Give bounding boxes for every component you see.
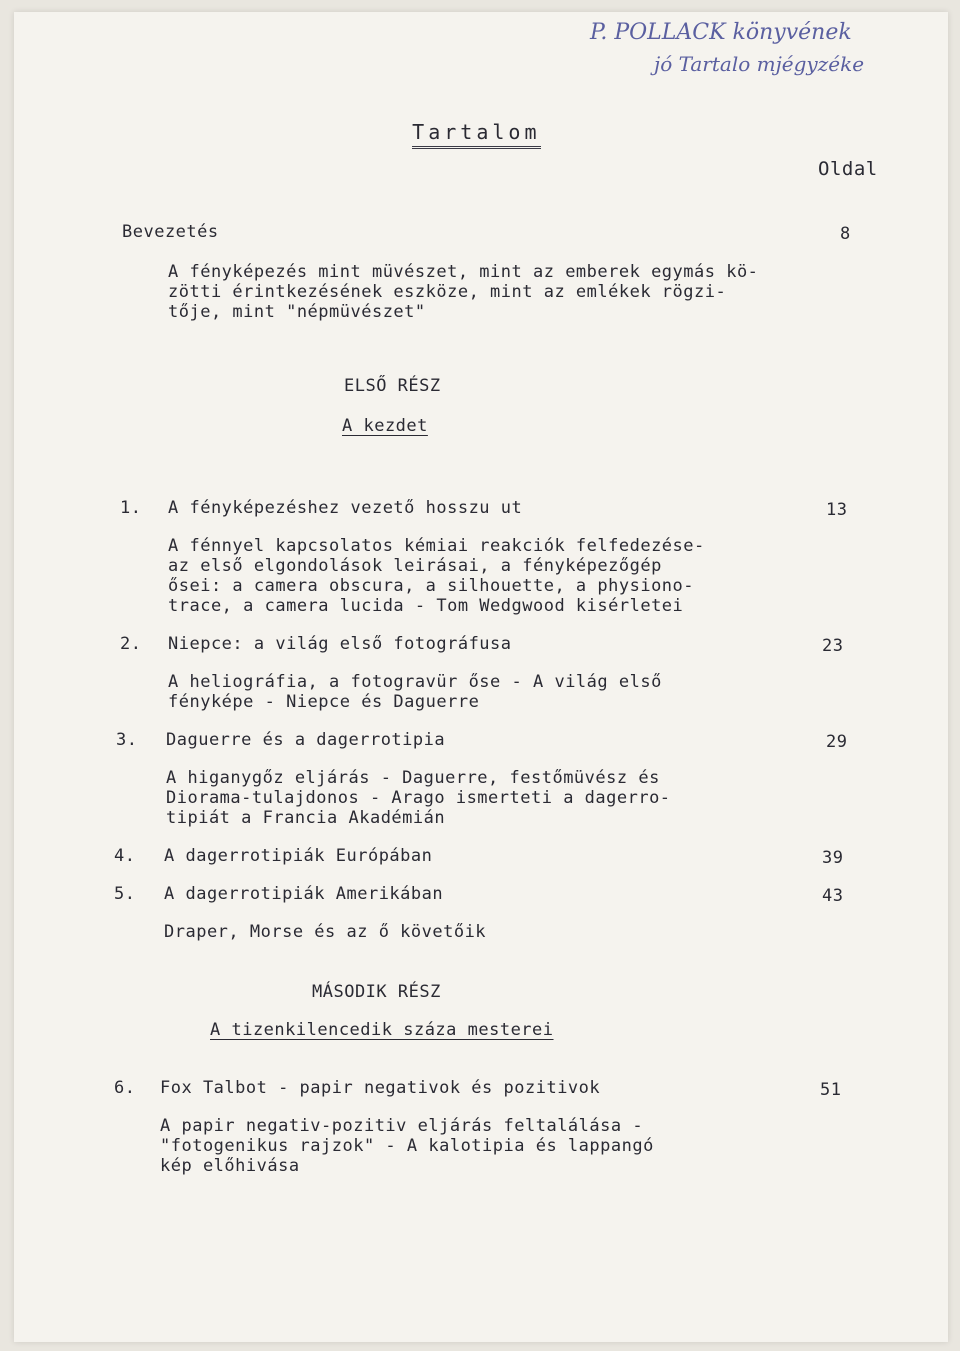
intro-line-1: A fényképezés mint müvészet, mint az emberek egymás kö-: [168, 262, 759, 282]
intro-heading: Bevezetés: [122, 222, 219, 242]
document-page: [14, 12, 948, 1342]
part1-label: ELSŐ RÉSZ: [344, 376, 441, 396]
chapter-desc-line: Draper, Morse és az ő követőik: [164, 922, 487, 942]
chapter-desc-line: az első elgondolások leirásai, a fényképezőgép: [168, 556, 662, 576]
chapter-desc-line: A heliográfia, a fotogravür őse - A világ első: [168, 672, 662, 692]
chapter-number: 6.: [114, 1078, 136, 1098]
part2-subtitle: A tizenkilencedik száza mesterei: [210, 1020, 554, 1040]
chapter-desc-line: "fotogenikus rajzok" - A kalotipia és lappangó: [160, 1136, 654, 1156]
chapter-desc-line: A higanygőz eljárás - Daguerre, festőmüvész és: [166, 768, 660, 788]
chapter-number: 4.: [114, 846, 136, 866]
chapter-number: 2.: [120, 634, 142, 654]
chapter-desc-line: A papir negativ-pozitiv eljárás feltalálása -: [160, 1116, 644, 1136]
chapter-desc-line: Diorama-tulajdonos - Arago ismerteti a dagerro-: [166, 788, 671, 808]
chapter-desc-line: kép előhivása: [160, 1156, 300, 1176]
chapter-desc-line: fényképe - Niepce és Daguerre: [168, 692, 480, 712]
page-title-text: Tartalom: [412, 120, 540, 149]
chapter-number: 1.: [120, 498, 142, 518]
chapter-page: 13: [826, 500, 848, 520]
chapter-page: 51: [820, 1080, 842, 1100]
chapter-desc-line: tipiát a Francia Akadémián: [166, 808, 446, 828]
chapter-page: 29: [826, 732, 848, 752]
chapter-title: A dagerrotipiák Európában: [164, 846, 433, 866]
part1-subtitle: A kezdet: [342, 416, 428, 436]
handwritten-note-line2: jó Tartalo mjégyzéke: [654, 52, 865, 76]
chapter-title: A fényképezéshez vezető hosszu ut: [168, 498, 523, 518]
page-title: [348, 96, 541, 168]
intro-line-2: zötti érintkezésének eszköze, mint az emlékek rögzi-: [168, 282, 727, 302]
part2-label: MÁSODIK RÉSZ: [312, 982, 441, 1002]
chapter-title: Daguerre és a dagerrotipia: [166, 730, 446, 750]
handwritten-note-line1: P. POLLACK könyvének: [590, 20, 852, 45]
chapter-page: 39: [822, 848, 844, 868]
chapter-desc-line: ősei: a camera obscura, a silhouette, a physiono-: [168, 576, 695, 596]
chapter-page: 43: [822, 886, 844, 906]
chapter-desc-line: A fénnyel kapcsolatos kémiai reakciók felfedezése-: [168, 536, 705, 556]
chapter-desc-line: trace, a camera lucida - Tom Wedgwood kisérletei: [168, 596, 684, 616]
chapter-number: 5.: [114, 884, 136, 904]
chapter-title: Niepce: a világ első fotográfusa: [168, 634, 512, 654]
chapter-title: A dagerrotipiák Amerikában: [164, 884, 444, 904]
chapter-title: Fox Talbot - papir negativok és pozitivok: [160, 1078, 601, 1098]
intro-page: 8: [840, 224, 851, 244]
intro-line-3: tője, mint "népmüvészet": [168, 302, 426, 322]
chapter-page: 23: [822, 636, 844, 656]
chapter-number: 3.: [116, 730, 138, 750]
page-column-header: Oldal: [818, 158, 878, 180]
